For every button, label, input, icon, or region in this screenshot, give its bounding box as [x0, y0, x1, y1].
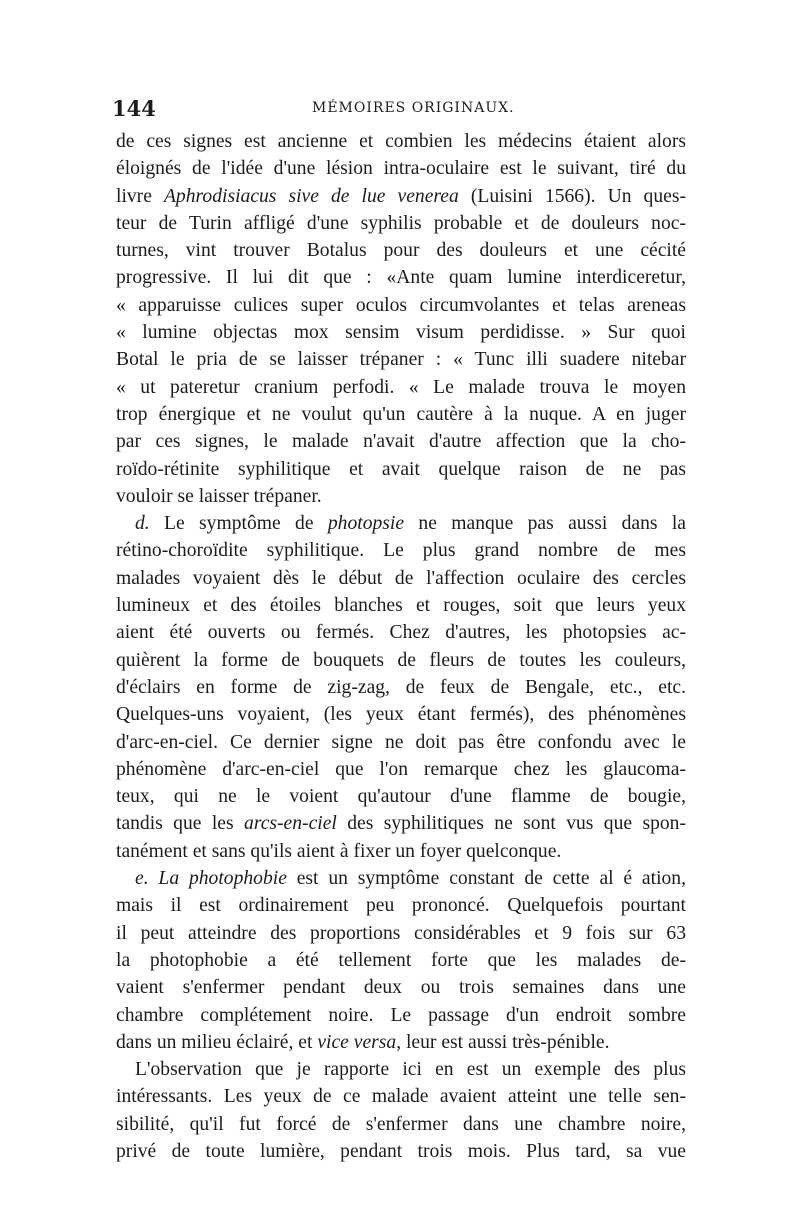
text-run: vouloir se laisser trépaner. [116, 485, 322, 507]
text-line [116, 428, 686, 455]
italic-text: Aphrodisiacus sive de lue venerea [163, 185, 459, 207]
text-run: livre [116, 185, 164, 207]
text-line [116, 838, 686, 865]
text-line [116, 1111, 686, 1138]
text-run: teur de Turin affligé d'une syphilis probable et de douleurs noc- [116, 212, 686, 234]
text-run: « lumine objectas mox sensim visum perdidisse. » Sur quoi [116, 322, 686, 344]
body-text [116, 128, 686, 1165]
text-line [116, 729, 686, 756]
text-run: il peut atteindre des proportions considérables et 9 fois sur 63 [116, 922, 686, 944]
text-line [116, 647, 686, 674]
text-line [116, 483, 686, 510]
text-line [116, 1029, 686, 1056]
text-run: Quelques-uns voyaient, (les yeux étant fermés), des phénomènes [116, 704, 686, 726]
text-line [116, 592, 686, 619]
text-run: est un symptôme constant de cette al é ation, [286, 868, 687, 890]
text-line [116, 920, 686, 947]
text-line [116, 810, 686, 837]
text-line [116, 974, 686, 1001]
text-run: éloignés de l'idée d'une lésion intra-oculaire est le suivant, tiré du [116, 158, 686, 180]
text-line [116, 456, 686, 483]
text-run: d'éclairs en forme de zig-zag, de feux de Bengale, etc., etc. [116, 676, 686, 698]
text-line [116, 1138, 686, 1165]
text-line [116, 183, 686, 210]
text-line [116, 674, 686, 701]
text-line [116, 292, 686, 319]
italic-text: d. [135, 513, 150, 535]
text-line [116, 537, 686, 564]
text-line [116, 701, 686, 728]
text-run: aient été ouverts ou fermés. Chez d'autres, les photopsies ac- [116, 622, 686, 644]
text-line [116, 264, 686, 291]
text-line [116, 237, 686, 264]
text-run: privé de toute lumière, pendant trois mois. Plus tard, sa vue [116, 1140, 686, 1162]
text-line [116, 1056, 686, 1083]
text-line [116, 947, 686, 974]
text-line [116, 319, 686, 346]
text-run: des syphilitiques ne sont vus que spon- [336, 813, 687, 835]
text-line [116, 619, 686, 646]
text-line [116, 1002, 686, 1029]
text-run: la photophobie a été tellement forte que les malades de- [116, 949, 686, 971]
text-line [116, 401, 686, 428]
text-run: trop énergique et ne voulut qu'un cautère à la nuque. A en juger [116, 403, 686, 425]
running-title: MÉMOIRES ORIGINAUX. [312, 100, 515, 116]
text-run: « ut pateretur cranium perfodi. « Le malade trouva le moyen [116, 376, 686, 398]
text-run: dans un milieu éclairé, et [116, 1031, 318, 1053]
text-line [116, 374, 686, 401]
text-line [116, 155, 686, 182]
text-run: intéressants. Les yeux de ce malade avaient atteint une telle sen- [116, 1086, 686, 1108]
text-run: rétino-choroïdite syphilitique. Le plus grand nombre de mes [116, 540, 686, 562]
text-line [116, 210, 686, 237]
text-line [116, 783, 686, 810]
text-run: vaient s'enfermer pendant deux ou trois semaines dans une [116, 977, 686, 999]
text-line [116, 865, 686, 892]
italic-text: e. La photophobie [135, 868, 287, 890]
text-run: ne manque pas aussi dans la [404, 513, 687, 535]
text-run: d'arc-en-ciel. Ce dernier signe ne doit pas être confondu avec le [116, 731, 686, 753]
text-line [116, 510, 686, 537]
text-run: tandis que les [116, 813, 245, 835]
text-run: chambre complétement noire. Le passage d'un endroit sombre [116, 1004, 686, 1026]
text-run: malades voyaient dès le début de l'affection oculaire des cercles [116, 567, 686, 589]
text-run: progressive. Il lui dit que : «Ante quam lumine interdiceretur, [116, 267, 686, 289]
text-run: lumineux et des étoiles blanches et rouges, soit que leurs yeux [116, 595, 686, 617]
text-line [116, 565, 686, 592]
text-run: teux, qui ne le voient qu'autour d'une flamme de bougie, [116, 786, 686, 808]
text-run: sibilité, qu'il fut forcé de s'enfermer dans une chambre noire, [116, 1113, 686, 1135]
text-line [116, 346, 686, 373]
text-run: mais il est ordinairement peu prononcé. Quelquefois pourtant [116, 895, 686, 917]
italic-text: vice versa [317, 1031, 397, 1053]
page-number: 144 [112, 96, 156, 121]
text-run: Le symptôme de [149, 513, 328, 535]
text-run: L'observation que je rapporte ici en est un exemple des plus [135, 1059, 686, 1081]
text-run: de ces signes est ancienne et combien les médecins étaient alors [116, 131, 686, 152]
text-run: par ces signes, le malade n'avait d'autre affection que la cho- [116, 431, 686, 453]
text-run: turnes, vint trouver Botalus pour des douleurs et une cécité [116, 240, 686, 262]
page-header [112, 96, 684, 126]
text-run: quièrent la forme de bouquets de fleurs de toutes les couleurs, [116, 649, 686, 671]
text-run: (Luisini 1566). Un ques- [458, 185, 686, 207]
text-run: roïdo-rétinite syphilitique et avait quelque raison de ne pas [116, 458, 686, 480]
text-run: phénomène d'arc-en-ciel que l'on remarque chez les glaucoma- [116, 758, 686, 780]
text-line [116, 128, 686, 155]
italic-text: arcs-en-ciel [244, 813, 337, 835]
text-run: Botal le pria de se laisser trépaner : « Tunc illi suadere nitebar [116, 349, 686, 371]
text-run: « apparuisse culices super oculos circumvolantes et telas areneas [116, 294, 686, 316]
italic-text: photopsie [327, 513, 405, 535]
text-line [116, 1083, 686, 1110]
text-run: tanément et sans qu'ils aient à fixer un foyer quelconque. [116, 840, 562, 862]
text-line [116, 756, 686, 783]
text-run: , leur est aussi très-pénible. [396, 1031, 610, 1053]
text-line [116, 892, 686, 919]
